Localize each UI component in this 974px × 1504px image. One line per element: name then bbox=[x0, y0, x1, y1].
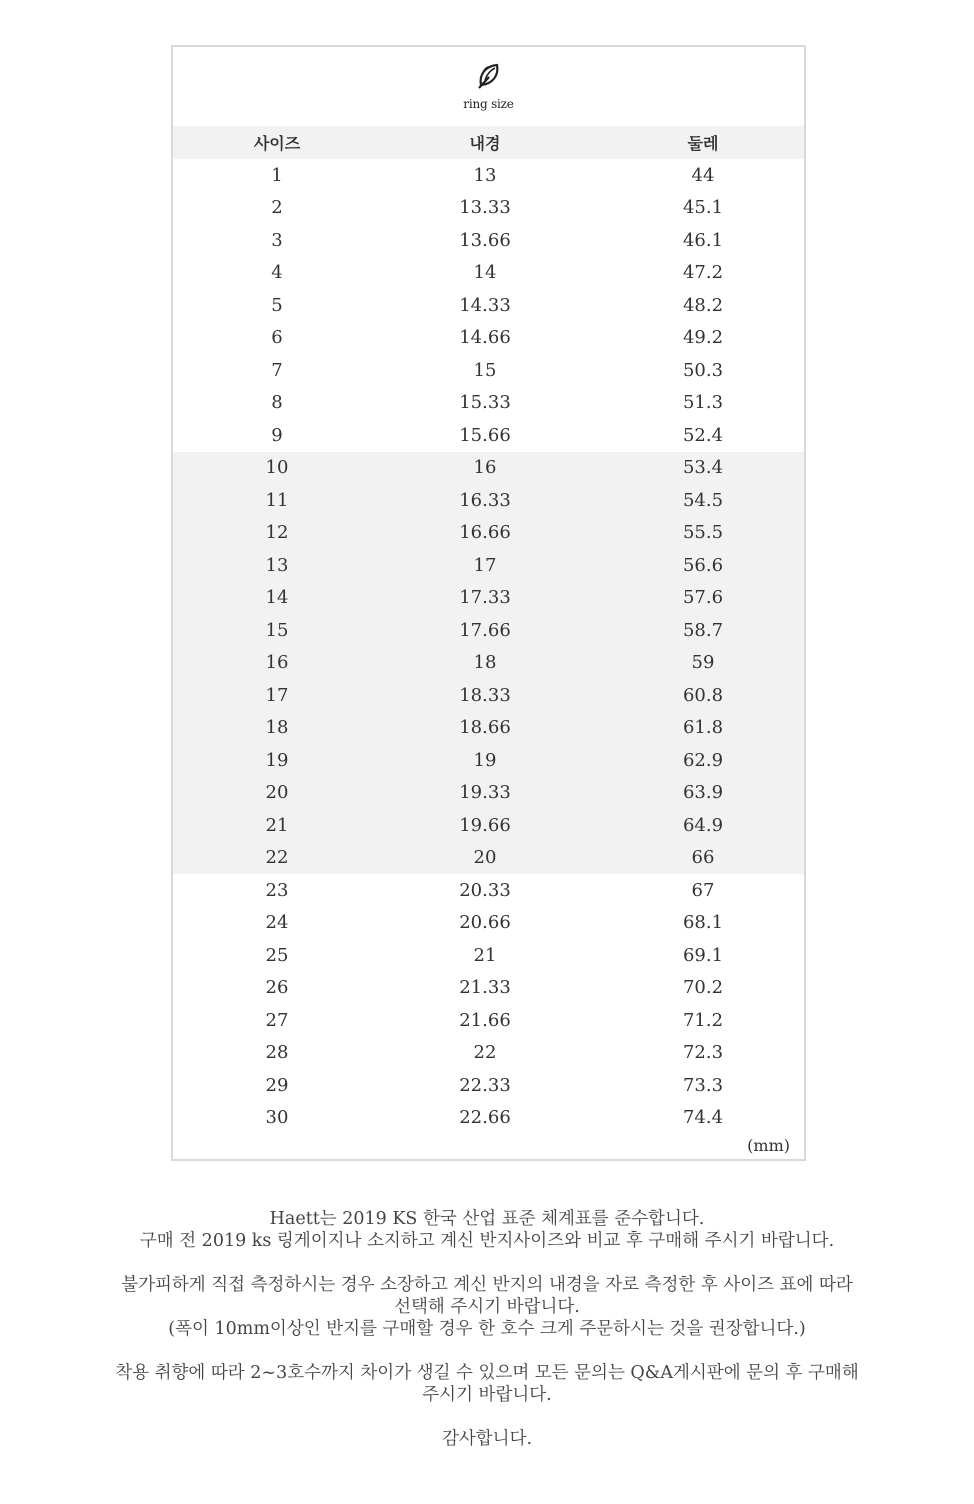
cell-size: 12 bbox=[265, 522, 289, 544]
cell-circumference: 52.4 bbox=[682, 424, 724, 446]
note-line: 주시기 바랍니다. bbox=[422, 1385, 552, 1405]
cell-inner-diameter: 19.33 bbox=[459, 782, 511, 804]
cell-size: 26 bbox=[265, 977, 289, 999]
cell-circumference: 55.5 bbox=[682, 522, 724, 544]
table-row bbox=[173, 842, 804, 875]
cell-size: 21 bbox=[265, 814, 289, 836]
cell-size: 25 bbox=[265, 944, 289, 966]
cell-size: 5 bbox=[271, 294, 283, 316]
cell-circumference: 46.1 bbox=[682, 229, 724, 251]
cell-circumference: 64.9 bbox=[682, 814, 724, 836]
table-row bbox=[173, 1004, 804, 1037]
table-row bbox=[173, 419, 804, 452]
cell-circumference: 44 bbox=[691, 164, 715, 186]
cell-size: 24 bbox=[265, 912, 289, 934]
column-header-size: 사이즈 bbox=[253, 134, 301, 153]
table-row bbox=[173, 452, 804, 485]
cell-size: 16 bbox=[265, 652, 289, 674]
table-row bbox=[173, 517, 804, 550]
table-row bbox=[173, 549, 804, 582]
cell-inner-diameter: 21.33 bbox=[459, 977, 511, 999]
table-row bbox=[173, 159, 804, 192]
cell-inner-diameter: 15 bbox=[473, 359, 497, 381]
cell-circumference: 58.7 bbox=[682, 619, 724, 641]
cell-inner-diameter: 20.33 bbox=[459, 879, 511, 901]
brand-logo bbox=[173, 61, 804, 91]
unit-label: (mm) bbox=[747, 1136, 790, 1155]
cell-circumference: 45.1 bbox=[682, 197, 724, 219]
chart-caption: ring size bbox=[463, 97, 514, 111]
cell-circumference: 74.4 bbox=[682, 1107, 724, 1129]
thanks-line: 감사합니다. bbox=[441, 1429, 533, 1449]
table-row bbox=[173, 484, 804, 517]
cell-size: 1 bbox=[271, 164, 283, 186]
note-line: 불가피하게 직접 측정하시는 경우 소장하고 계신 반지의 내경을 자로 측정한 후 사이즈 표에 따라 bbox=[121, 1275, 853, 1295]
table-row bbox=[173, 387, 804, 420]
cell-circumference: 48.2 bbox=[682, 294, 724, 316]
note-line: Haett는 2019 KS 한국 산업 표준 체계표를 준수합니다. bbox=[269, 1209, 705, 1229]
cell-circumference: 67 bbox=[691, 879, 715, 901]
table-row bbox=[173, 322, 804, 355]
cell-inner-diameter: 21 bbox=[473, 944, 497, 966]
cell-inner-diameter: 20 bbox=[473, 847, 497, 869]
cell-size: 30 bbox=[265, 1107, 289, 1129]
cell-circumference: 66 bbox=[691, 847, 715, 869]
cell-inner-diameter: 16.66 bbox=[459, 522, 511, 544]
note-line: 구매 전 2019 ks 링게이지나 소지하고 계신 반지사이즈와 비교 후 구매해 주시기 바랍니다. bbox=[139, 1231, 835, 1251]
cell-inner-diameter: 18.66 bbox=[459, 717, 511, 739]
cell-inner-diameter: 22.66 bbox=[459, 1107, 511, 1129]
table-row bbox=[173, 582, 804, 615]
cell-inner-diameter: 17.33 bbox=[459, 587, 511, 609]
cell-circumference: 53.4 bbox=[682, 457, 724, 479]
cell-size: 28 bbox=[265, 1042, 289, 1064]
notes-section bbox=[60, 1208, 914, 1450]
table-row bbox=[173, 1102, 804, 1135]
cell-circumference: 73.3 bbox=[682, 1074, 724, 1096]
note-line: 착용 취향에 따라 2~3호수까지 차이가 생길 수 있으며 모든 문의는 Q&A게시판에 문의 후 구매해 bbox=[115, 1363, 859, 1383]
cell-size: 7 bbox=[271, 359, 283, 381]
cell-inner-diameter: 14.33 bbox=[459, 294, 511, 316]
cell-size: 6 bbox=[271, 327, 283, 349]
table-row bbox=[173, 224, 804, 257]
cell-inner-diameter: 15.33 bbox=[459, 392, 511, 414]
cell-circumference: 56.6 bbox=[682, 554, 724, 576]
cell-circumference: 59 bbox=[691, 652, 715, 674]
cell-inner-diameter: 19 bbox=[473, 749, 497, 771]
cell-size: 22 bbox=[265, 847, 289, 869]
cell-inner-diameter: 18 bbox=[473, 652, 497, 674]
table-row bbox=[173, 744, 804, 777]
cell-size: 18 bbox=[265, 717, 289, 739]
column-header-inner-diameter: 내경 bbox=[469, 134, 501, 153]
cell-size: 23 bbox=[265, 879, 289, 901]
cell-inner-diameter: 17 bbox=[473, 554, 497, 576]
table-header bbox=[173, 126, 804, 159]
table-row bbox=[173, 192, 804, 225]
table-row bbox=[173, 354, 804, 387]
table-row bbox=[173, 1069, 804, 1102]
cell-inner-diameter: 21.66 bbox=[459, 1009, 511, 1031]
cell-size: 17 bbox=[265, 684, 289, 706]
table-row bbox=[173, 777, 804, 810]
cell-size: 9 bbox=[271, 424, 283, 446]
note-line: (폭이 10mm이상인 반지를 구매할 경우 한 호수 크게 주문하시는 것을 권장합니다.) bbox=[168, 1319, 806, 1339]
cell-size: 3 bbox=[271, 229, 283, 251]
cell-circumference: 68.1 bbox=[682, 912, 724, 934]
cell-size: 19 bbox=[265, 749, 289, 771]
cell-circumference: 50.3 bbox=[682, 359, 724, 381]
cell-inner-diameter: 16.33 bbox=[459, 489, 511, 511]
ring-size-chart bbox=[171, 45, 806, 1161]
cell-circumference: 69.1 bbox=[682, 944, 724, 966]
leaf-logo-icon bbox=[475, 61, 503, 91]
cell-inner-diameter: 13 bbox=[473, 164, 497, 186]
table-row bbox=[173, 679, 804, 712]
cell-inner-diameter: 22 bbox=[473, 1042, 497, 1064]
cell-circumference: 70.2 bbox=[682, 977, 724, 999]
cell-inner-diameter: 17.66 bbox=[459, 619, 511, 641]
table-row bbox=[173, 257, 804, 290]
table-row bbox=[173, 972, 804, 1005]
cell-size: 2 bbox=[271, 197, 283, 219]
cell-inner-diameter: 14 bbox=[473, 262, 497, 284]
cell-circumference: 60.8 bbox=[682, 684, 724, 706]
note-line: 선택해 주시기 바랍니다. bbox=[394, 1297, 580, 1317]
column-header-circumference: 둘레 bbox=[687, 134, 719, 153]
cell-size: 14 bbox=[265, 587, 289, 609]
cell-circumference: 72.3 bbox=[682, 1042, 724, 1064]
table-row bbox=[173, 712, 804, 745]
cell-circumference: 47.2 bbox=[682, 262, 724, 284]
cell-circumference: 61.8 bbox=[682, 717, 724, 739]
cell-inner-diameter: 20.66 bbox=[459, 912, 511, 934]
table-row bbox=[173, 939, 804, 972]
cell-inner-diameter: 16 bbox=[473, 457, 497, 479]
cell-circumference: 49.2 bbox=[682, 327, 724, 349]
cell-circumference: 57.6 bbox=[682, 587, 724, 609]
size-table-body bbox=[173, 159, 804, 1134]
table-row bbox=[173, 614, 804, 647]
table-row bbox=[173, 907, 804, 940]
cell-size: 29 bbox=[265, 1074, 289, 1096]
cell-circumference: 63.9 bbox=[682, 782, 724, 804]
cell-inner-diameter: 13.66 bbox=[459, 229, 511, 251]
cell-size: 13 bbox=[265, 554, 289, 576]
cell-size: 15 bbox=[265, 619, 289, 641]
table-row bbox=[173, 289, 804, 322]
cell-size: 10 bbox=[265, 457, 289, 479]
cell-inner-diameter: 13.33 bbox=[459, 197, 511, 219]
cell-circumference: 71.2 bbox=[682, 1009, 724, 1031]
table-row bbox=[173, 809, 804, 842]
cell-inner-diameter: 18.33 bbox=[459, 684, 511, 706]
cell-size: 11 bbox=[265, 489, 289, 511]
cell-circumference: 62.9 bbox=[682, 749, 724, 771]
table-row bbox=[173, 874, 804, 907]
cell-inner-diameter: 22.33 bbox=[459, 1074, 511, 1096]
cell-size: 4 bbox=[271, 262, 283, 284]
cell-size: 8 bbox=[271, 392, 283, 414]
cell-inner-diameter: 19.66 bbox=[459, 814, 511, 836]
cell-inner-diameter: 14.66 bbox=[459, 327, 511, 349]
cell-circumference: 51.3 bbox=[682, 392, 724, 414]
table-row bbox=[173, 647, 804, 680]
cell-size: 27 bbox=[265, 1009, 289, 1031]
cell-inner-diameter: 15.66 bbox=[459, 424, 511, 446]
table-row bbox=[173, 1037, 804, 1070]
cell-size: 20 bbox=[265, 782, 289, 804]
cell-circumference: 54.5 bbox=[682, 489, 724, 511]
